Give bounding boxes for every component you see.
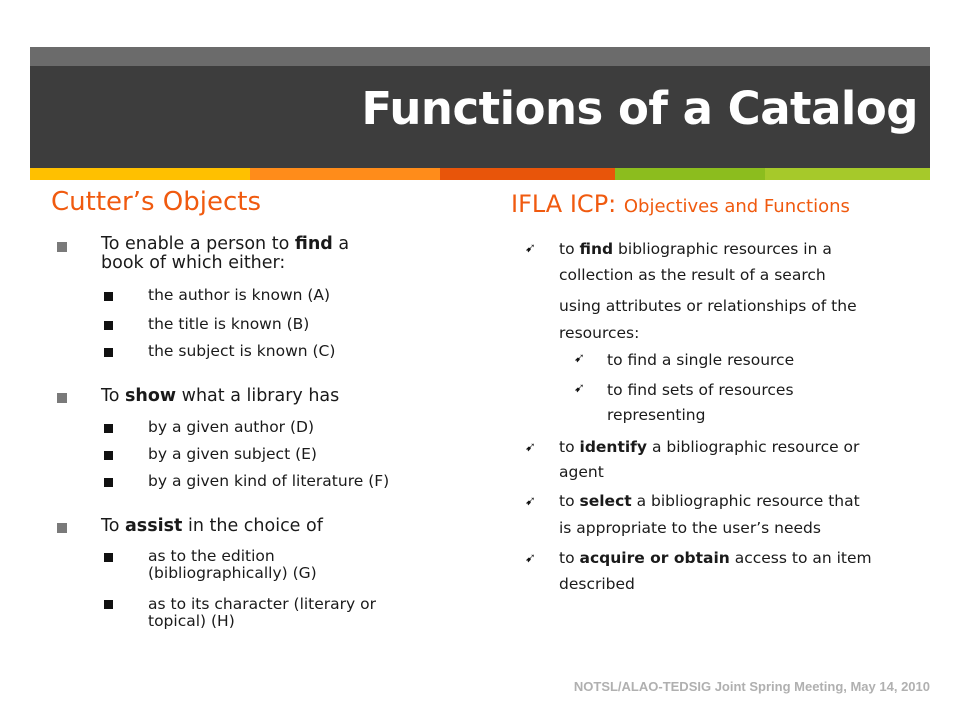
right-item-find-line: resources: [559, 324, 640, 342]
right-item-select-line: is appropriate to the user’s needs [559, 519, 821, 537]
left-column-heading: Cutter’s Objects [51, 187, 262, 217]
bullet-square-icon [104, 553, 113, 562]
right-item-identify-line: agent [559, 463, 604, 481]
bullet-square-icon [104, 321, 113, 330]
right-item-find: to find bibliographic resources in a [559, 240, 832, 258]
left-group-2-item: by a given kind of literature (F) [148, 472, 390, 490]
header-top-strip [30, 47, 930, 66]
accent-stripe [30, 168, 930, 180]
arrow-bullet-icon: ➹ [574, 381, 585, 396]
bullet-square-icon [104, 292, 113, 301]
left-group-3-item: (bibliographically) (G) [148, 564, 317, 582]
right-item-identify: to identify a bibliographic resource or [559, 438, 860, 456]
bullet-square-icon [57, 242, 67, 252]
bullet-square-icon [104, 424, 113, 433]
left-group-2-item: by a given subject (E) [148, 445, 317, 463]
right-subitem-single: to find a single resource [607, 351, 795, 369]
right-item-acquire-line: described [559, 575, 635, 593]
left-group-1-item: the subject is known (C) [148, 342, 336, 360]
left-group-3-line: To assist in the choice of [101, 516, 323, 536]
arrow-bullet-icon: ➹ [525, 440, 536, 455]
accent-segment-3 [440, 168, 615, 180]
title-bar [30, 66, 930, 168]
right-subitem-sets: to find sets of resources [607, 381, 794, 399]
right-item-find-line: collection as the result of a search [559, 266, 826, 284]
left-group-1-item: the title is known (B) [148, 315, 310, 333]
bullet-square-icon [57, 523, 67, 533]
right-column-heading: IFLA ICP: Objectives and Functions [511, 190, 850, 218]
arrow-bullet-icon: ➹ [525, 241, 536, 256]
arrow-bullet-icon: ➹ [574, 351, 585, 366]
left-group-1-line: To enable a person to find a [101, 234, 350, 254]
left-group-2-line: To show what a library has [101, 386, 340, 406]
left-group-3-item: topical) (H) [148, 612, 235, 630]
slide-title: Functions of a Catalog [361, 82, 918, 135]
footer-text: NOTSL/ALAO-TEDSIG Joint Spring Meeting, May 14, 2010 [573, 679, 930, 694]
bullet-square-icon [57, 393, 67, 403]
accent-segment-2 [250, 168, 440, 180]
bullet-square-icon [104, 348, 113, 357]
arrow-bullet-icon: ➹ [525, 551, 536, 566]
right-item-select: to select a bibliographic resource that [559, 492, 860, 510]
left-group-1-cont: book of which either: [101, 253, 286, 273]
accent-segment-5 [765, 168, 930, 180]
accent-segment-1 [30, 168, 250, 180]
arrow-bullet-icon: ➹ [525, 494, 536, 509]
left-group-3-item: as to its character (literary or [148, 595, 376, 613]
bullet-square-icon [104, 451, 113, 460]
accent-segment-4 [615, 168, 765, 180]
bullet-square-icon [104, 478, 113, 487]
left-group-1-item: the author is known (A) [148, 286, 331, 304]
left-group-2-item: by a given author (D) [148, 418, 315, 436]
right-subitem-sets: representing [607, 406, 706, 424]
bullet-square-icon [104, 600, 113, 609]
right-item-acquire: to acquire or obtain access to an item [559, 549, 872, 567]
right-item-find-line: using attributes or relationships of the [559, 297, 857, 315]
left-group-3-item: as to the edition [148, 547, 275, 565]
